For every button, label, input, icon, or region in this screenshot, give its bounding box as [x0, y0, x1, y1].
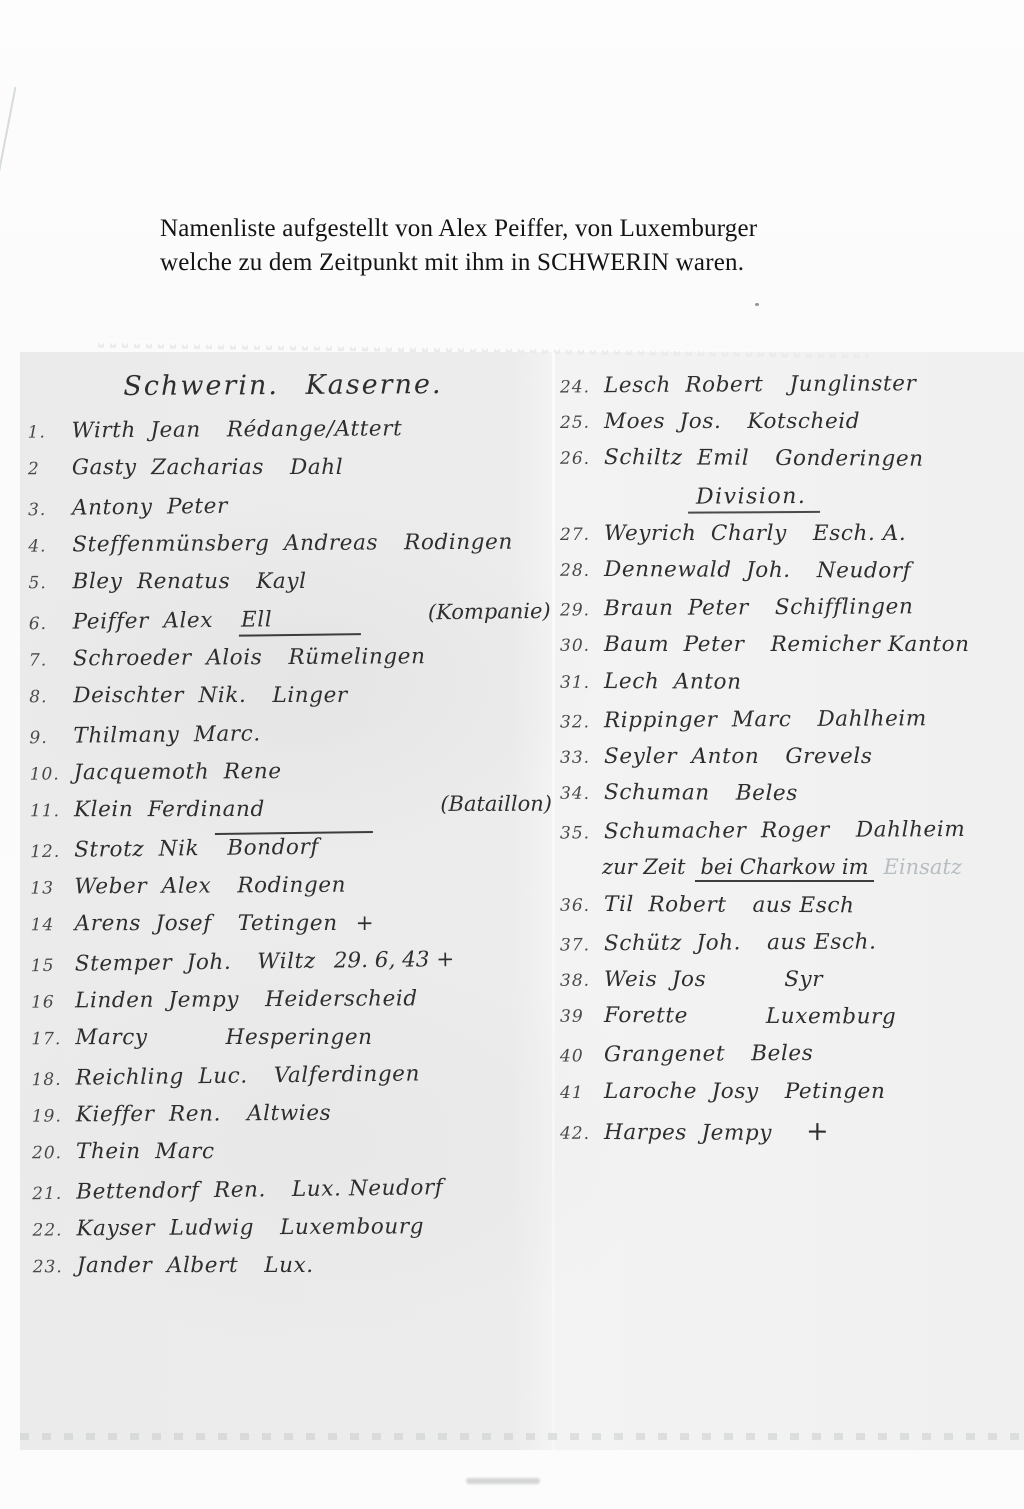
entry-name: Weyrich Charly — [604, 520, 787, 546]
subheading-text: Division. — [688, 483, 821, 513]
entry-place: Gonderingen — [775, 446, 924, 473]
entry-cross-note: + — [805, 1115, 829, 1147]
list-entry — [560, 928, 1024, 968]
entry-number: 18. — [31, 1069, 62, 1091]
note-text: zur Zeit — [602, 855, 686, 880]
entry-name: Peiffer Alex — [72, 607, 214, 635]
list-entry — [32, 1213, 556, 1254]
entry-number: 4. — [28, 536, 47, 557]
list-entry — [31, 985, 555, 1026]
entry-name: Moes Jos. — [604, 409, 722, 435]
entry-number: 15 — [30, 955, 55, 977]
list-entry — [560, 1003, 1024, 1043]
list-entry — [560, 1079, 1024, 1116]
list-entry — [28, 455, 552, 493]
list-entry — [29, 791, 554, 835]
list-entry — [31, 1060, 555, 1104]
entry-number: 42. — [559, 1123, 591, 1144]
entry-number: 12. — [30, 841, 61, 863]
list-entry — [560, 817, 1024, 857]
list-entry — [32, 1099, 556, 1140]
entry-place: Dahl — [289, 454, 344, 481]
list-entry — [33, 1253, 557, 1291]
list-entry — [28, 490, 552, 534]
entry-name: Schumacher Roger — [603, 818, 830, 845]
list-entry — [28, 415, 552, 456]
entry-name: Lech Anton — [603, 668, 742, 695]
entry-place: Beles — [735, 780, 798, 807]
list-entry — [560, 445, 1024, 485]
entry-number: 36. — [559, 895, 591, 916]
list-entry — [560, 967, 1024, 1004]
entry-number: 11. — [29, 801, 61, 822]
entry-number: 32. — [559, 711, 591, 733]
entry-place: Junglinster — [789, 371, 917, 398]
entry-name: Jander Albert — [76, 1253, 239, 1279]
entry-name: Kieffer Ren. — [75, 1101, 222, 1128]
entry-place: Grevels — [785, 743, 873, 769]
list-entry — [560, 594, 1024, 634]
entry-name: Linden Jempy — [75, 987, 240, 1014]
entry-name: Baum Peter — [604, 632, 745, 658]
list-entry — [560, 744, 1024, 781]
list-entry — [560, 705, 1024, 745]
entry-name: Wirth Jean — [71, 417, 201, 444]
entry-place: Syr — [784, 967, 824, 992]
list-entry — [28, 598, 553, 648]
entry-number: 3. — [27, 499, 47, 521]
entry-number: 20. — [32, 1143, 63, 1164]
header-line-1: Namenliste aufgestellt von Alex Peiffer, von Luxemburger — [160, 215, 758, 242]
entry-name: Schuman — [603, 780, 710, 806]
entry-place: Bondorf — [215, 831, 373, 861]
entry-name: Arens Josef — [74, 911, 212, 937]
entry-place: Rodingen — [404, 529, 513, 556]
handwritten-sheet — [20, 352, 1024, 1450]
list-entry — [32, 1174, 556, 1218]
entry-name: Thein Marc — [76, 1139, 215, 1165]
entry-number: 1. — [27, 422, 46, 443]
entry-place: Luxemburg — [765, 1004, 897, 1030]
list-entry — [560, 668, 1024, 708]
entry-number: 19. — [31, 1106, 62, 1127]
entry-place: Rodingen — [237, 872, 347, 899]
entry-name: Klein Ferdinand — [73, 797, 265, 823]
entry-place: Altwies — [246, 1100, 332, 1127]
entry-place: Beles — [751, 1041, 814, 1067]
note-text-faint: Einsatz — [883, 855, 962, 880]
entry-name: Til Robert — [603, 891, 727, 918]
entry-place: Remicher Kanton — [770, 632, 970, 658]
entry-number: 22. — [32, 1220, 63, 1241]
entry-place: Dahlheim — [817, 705, 927, 732]
entry-number: 23. — [32, 1257, 63, 1278]
entry-place: Schifflingen — [774, 594, 914, 621]
entry-number: 38. — [560, 971, 591, 991]
list-entry — [31, 1025, 555, 1063]
entry-name: Braun Peter — [603, 595, 749, 622]
entry-name: Deischter Nik. — [73, 683, 247, 709]
entry-place: Kotscheid — [747, 409, 861, 435]
entry-name: Bettendorf Ren. — [76, 1177, 267, 1205]
list-entry — [560, 632, 1024, 669]
entry-number: 35. — [559, 823, 591, 844]
entry-number: 14 — [30, 915, 55, 936]
list-entry — [30, 832, 554, 876]
header-line-2: welche zu dem Zeitpunkt mit ihm in SCHWERIN waren. — [160, 249, 745, 276]
entry-number: 16 — [31, 992, 55, 1013]
entry-number: 29. — [559, 600, 591, 621]
entry-name: Thilmany Marc. — [73, 721, 261, 749]
entry-cross-note: 29. 6, 43 + — [333, 947, 455, 974]
list-subheading — [560, 482, 1024, 522]
list-entry — [560, 557, 1024, 597]
list-entry — [29, 718, 553, 762]
perforated-edge — [20, 1433, 1024, 1440]
entry-name: Grangenet — [603, 1041, 726, 1068]
list-entry — [31, 946, 555, 990]
list-entry — [560, 780, 1024, 820]
entry-name: Forette — [603, 1003, 688, 1029]
scan-speck — [755, 303, 759, 306]
entry-name: Seyler Anton — [604, 743, 760, 769]
entry-number: 33. — [560, 747, 591, 768]
entry-place: Heiderscheid — [265, 986, 418, 1013]
entry-number: 21. — [32, 1183, 63, 1205]
entry-number: 41 — [560, 1082, 584, 1103]
entry-place: Wiltz — [257, 948, 316, 975]
entry-number: 24. — [559, 377, 591, 398]
list-entry — [29, 643, 553, 684]
entry-place: Petingen — [784, 1078, 886, 1104]
entry-number: 2 — [27, 459, 40, 480]
entry-place: Ell — [239, 606, 361, 636]
entry-number: 7. — [28, 650, 48, 671]
entry-name: Gasty Zacharias — [71, 455, 264, 481]
entry-place: Neudorf — [816, 558, 912, 584]
entry-number: 39 — [559, 1006, 584, 1028]
entry-name: Steffenmünsberg Andreas — [72, 530, 379, 558]
entry-place: Rümelingen — [288, 644, 426, 671]
entry-number: 31. — [559, 672, 591, 693]
entry-number: 5. — [28, 573, 47, 594]
entry-number: 9. — [29, 727, 48, 749]
list-entry — [28, 529, 552, 570]
entry-name: Lesch Robert — [603, 372, 764, 399]
entry-place: aus Esch — [752, 892, 855, 918]
entry-side-note: (Kompanie) — [427, 598, 551, 625]
entry-place: Dahlheim — [855, 817, 966, 843]
entry-place: Luxembourg — [280, 1214, 425, 1241]
entry-number: 26. — [559, 449, 591, 470]
entry-name: Marcy — [75, 1025, 148, 1051]
entry-place: Linger — [272, 682, 348, 709]
entry-place: aus Esch. — [767, 929, 877, 956]
entry-number: 30. — [560, 636, 591, 657]
note-text-underlined: bei Charkow im — [695, 855, 873, 882]
list-entry — [31, 911, 555, 949]
entry-number: 8. — [29, 687, 48, 708]
entry-cross-note: + — [355, 910, 374, 936]
entry-number: 34. — [559, 783, 591, 804]
list-entry — [32, 1139, 556, 1177]
margin-note — [560, 855, 1024, 892]
entry-place: Kayl — [256, 568, 307, 595]
name-list-right-column — [560, 372, 1024, 1153]
entry-name: Bley Renatus — [72, 569, 231, 595]
entry-number: 28. — [559, 560, 591, 581]
entry-place: Lux. — [264, 1252, 314, 1279]
entry-name: Laroche Josy — [604, 1078, 759, 1104]
entry-place: Lux. Neudorf — [291, 1175, 444, 1203]
entry-name: Schütz Joh. — [603, 930, 742, 957]
entry-name: Strotz Nik — [73, 836, 200, 863]
entry-name: Stemper Joh. — [74, 949, 232, 977]
entry-name: Weis Jos — [604, 967, 707, 992]
entry-name: Schiltz Emil — [603, 445, 750, 472]
entry-place: Rédange/Attert — [226, 416, 403, 443]
entry-name: Weber Alex — [74, 873, 212, 900]
entry-name: Antony Peter — [71, 493, 229, 521]
list-entry — [560, 371, 1024, 411]
list-entry — [560, 891, 1024, 931]
sheet-title: Schwerin. Kaserne. — [123, 369, 443, 403]
list-entry — [560, 521, 1024, 558]
entry-number: 40 — [559, 1046, 584, 1067]
entry-name: Harpes Jempy — [603, 1119, 773, 1146]
entry-name: Jacquemoth Rene — [73, 759, 282, 786]
entry-place: Valferdingen — [273, 1061, 421, 1089]
list-entry — [30, 871, 554, 912]
entry-place: Tetingen — [237, 910, 338, 937]
scan-edge-artifact — [0, 87, 16, 205]
list-entry — [560, 409, 1024, 446]
list-entry — [29, 683, 553, 721]
entry-number: 27. — [560, 524, 591, 545]
entry-number: 25. — [560, 413, 591, 434]
name-list-left-column — [27, 354, 557, 1292]
scan-smudge — [466, 1478, 540, 1484]
entry-number: 10. — [29, 764, 60, 785]
entry-number: 13 — [30, 878, 55, 899]
entry-name: Reichling Luc. — [75, 1063, 248, 1091]
entry-place: Hesperingen — [225, 1024, 373, 1051]
entry-name: Kayser Ludwig — [76, 1215, 255, 1242]
entry-name: Dennewald Joh. — [603, 556, 791, 583]
list-entry — [560, 1114, 1024, 1154]
entry-place: Esch. A. — [812, 520, 907, 546]
entry-side-note: (Bataillon) — [440, 791, 552, 816]
entry-number: 17. — [31, 1029, 62, 1050]
document-header — [160, 212, 860, 280]
entry-name: Rippinger Marc — [603, 706, 792, 733]
entry-number: 6. — [28, 613, 48, 635]
entry-name: Schroeder Alois — [72, 645, 263, 672]
list-entry — [560, 1040, 1024, 1080]
entry-number: 37. — [559, 935, 591, 956]
